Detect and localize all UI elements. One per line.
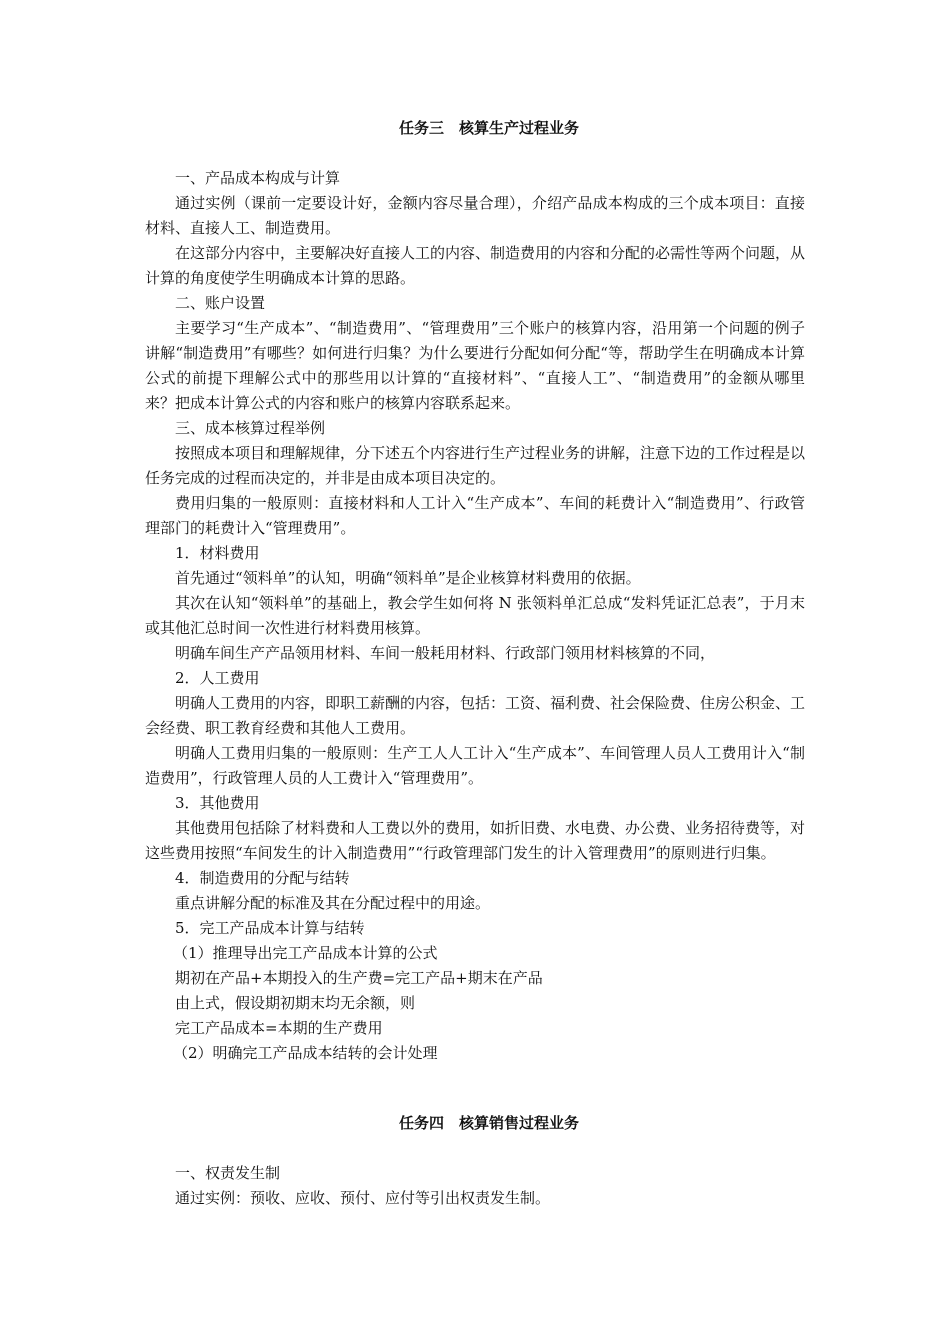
- section3-body: [145, 166, 805, 1066]
- paragraph: （1）推理导出完工产品成本计算的公式: [173, 944, 438, 962]
- paragraph: 由上式，假设期初期末均无余额，则: [175, 994, 416, 1012]
- paragraph: 首先通过“领料单”的认知，明确“领料单”是企业核算材料费用的依据。: [175, 569, 641, 587]
- subheading-finished-goods: 5．完工产品成本计算与结转: [175, 919, 365, 937]
- section4-body: [145, 1161, 805, 1211]
- paragraph: 其次在认知“领料单”的基础上，教会学生如何将 N 张领料单汇总成“发料凭证汇总表”，于月末或其他汇总时间一次性进行材料费用核算。: [145, 594, 805, 637]
- paragraph: 明确车间生产产品领用材料、车间一般耗用材料、行政部门领用材料核算的不同，: [175, 644, 716, 662]
- subheading-overhead: 4．制造费用的分配与结转: [175, 869, 350, 887]
- section3-title: 任务三 核算生产过程业务: [398, 119, 579, 137]
- paragraph: 通过实例（课前一定要设计好，金额内容尽量合理），介绍产品成本构成的三个成本项目：直接材料、直接人工、制造费用。: [145, 194, 805, 237]
- paragraph: 通过实例：预收、应收、预付、应付等引出权责发生制。: [175, 1189, 551, 1207]
- subheading-labor: 2．人工费用: [175, 669, 260, 687]
- paragraph: 主要学习“生产成本”、“制造费用”、“管理费用”三个账户的核算内容，沿用第一个问题的例子讲解“制造费用”有哪些？如何进行归集？为什么要进行分配如何分配“等，帮助学生在明确成本计算公式的前提下理解公式中的那些用以计算的“直接材料”、“直接人工”、“制造费用”的金额从哪里来？把成本计算公式的内容和账户的核算内容联系起来。: [145, 319, 805, 412]
- formula-line: 期初在产品+本期投入的生产费=完工产品+期末在产品: [175, 969, 543, 987]
- heading-accrual: 一、权责发生制: [175, 1164, 281, 1182]
- subheading-other: 3．其他费用: [175, 794, 260, 812]
- paragraph: 在这部分内容中，主要解决好直接人工的内容、制造费用的内容和分配的必需性等两个问题，从计算的角度使学生明确成本计算的思路。: [145, 244, 806, 287]
- formula-line: 完工产品成本=本期的生产费用: [175, 1019, 383, 1037]
- heading-account-setup: 二、账户设置: [175, 294, 266, 312]
- paragraph: 按照成本项目和理解规律，分下述五个内容进行生产过程业务的讲解，注意下边的工作过程是以任务完成的过程而决定的，并非是由成本项目决定的。: [145, 444, 806, 487]
- paragraph: 重点讲解分配的标准及其在分配过程中的用途。: [175, 894, 491, 912]
- paragraph: 其他费用包括除了材料费和人工费以外的费用，如折旧费、水电费、办公费、业务招待费等，对这些费用按照“车间发生的计入制造费用”“行政管理部门发生的计入管理费用”的原则进行归集。: [145, 819, 806, 862]
- heading-cost-example: 三、成本核算过程举例: [175, 419, 326, 437]
- paragraph: （2）明确完工产品成本结转的会计处理: [173, 1044, 438, 1062]
- paragraph: 费用归集的一般原则：直接材料和人工计入“生产成本”、车间的耗费计入“制造费用”、行政管理部门的耗费计入“管理费用”。: [145, 494, 805, 537]
- heading-product-cost: 一、产品成本构成与计算: [175, 169, 341, 187]
- subheading-material: 1．材料费用: [175, 544, 260, 562]
- paragraph: 明确人工费用归集的一般原则：生产工人人工计入“生产成本”、车间管理人员人工费用计入“制造费用”，行政管理人员的人工费计入“管理费用”。: [145, 744, 805, 787]
- section4-title: 任务四 核算销售过程业务: [398, 1114, 579, 1132]
- paragraph: 明确人工费用的内容，即职工薪酬的内容，包括：工资、福利费、社会保险费、住房公积金、工会经费、职工教育经费和其他人工费用。: [145, 694, 806, 737]
